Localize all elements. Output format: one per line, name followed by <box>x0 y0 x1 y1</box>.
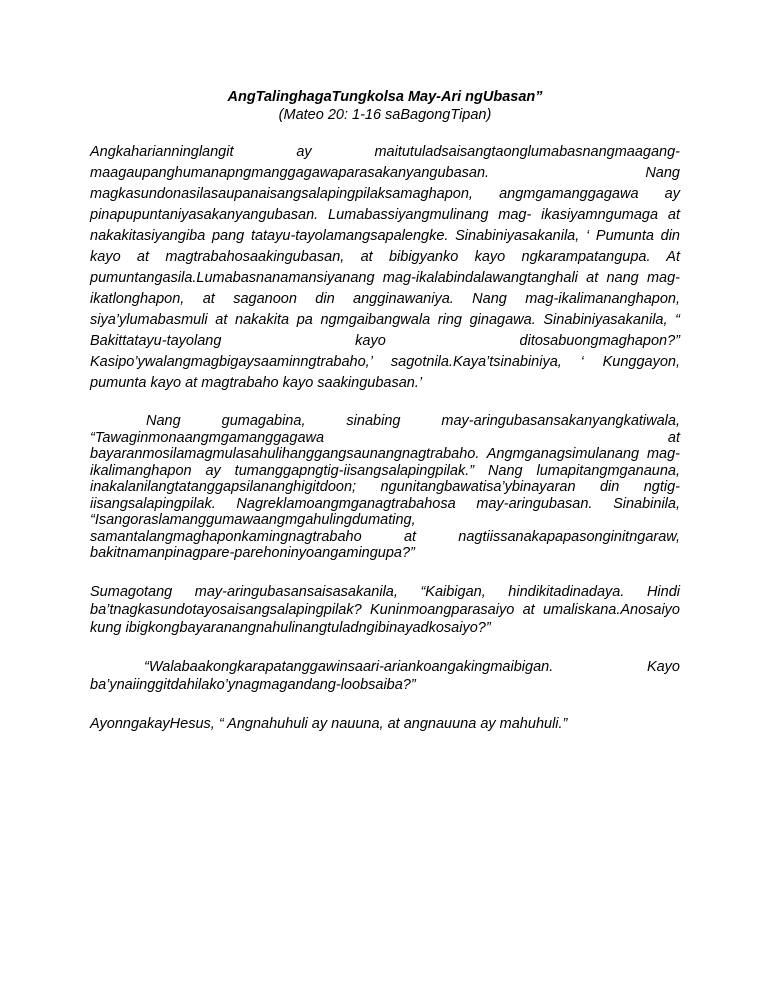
paragraph-conclusion: AyonngakayHesus, “ Angnahuhuli ay nauuna, at angnauuna ay mahuhuli.” <box>90 715 568 732</box>
paragraph-owner-reply: Sumagotang may-aringubasansaisasakanila, “Kaibigan, hindikitadinadaya. Hindi ba’tnagkasundotayosaisangsalapingpilak? Kuninmoangparasaiyo at umaliskana.Anosaiyo kung ibigkongbayaranangnahulinangtuladngibinayadkosaiyo?” <box>90 583 680 636</box>
paragraph-parable-intro: Angkaharianninglangit ay maitutuladsaisangtaonglumabasnangmaagang-maagaupanghumanapngmanggagawaparasakanyangubasan. Nang magkasundonasilasaupanaisangsalapingpilaksamaghapon, angmgamanggagawa ay pinapupuntaniyasakanyangubasan. Lumabassiyangmulinang mag- ikasiyamngumaga at nakakitasiyangiba pang tatayu-tayolamangsapalengke. Sinabiniyasakanila, ‘ Pumunta din kayo at magtrabahosaakingubasan, at bibigyanko kayo ngkarampatangupa. At pumuntangasila.Lumabasnanamansiyanang mag-ikalabindalawangtanghali at nang mag-ikatlonghapon, at saganoon din angginawaniya. Nang mag-ikalimananghapon, siya’ylumabasmuli at nakakita pa ngmgaibangwala ring ginagawa. Sinabiniyasakanila, “ Bakittatayu-tayolang kayo ditosabuongmaghapon?” Kasipo’ywalangmagbigaysaaminngtrabaho,’ sagotnila.Kaya’tsinabiniya, ‘ Kunggayon, pumunta kayo at magtrabaho kayo saakingubasan.’ <box>90 144 680 391</box>
paragraph-owner-rights: “Walabaakongkarapatanggawinsaari-ariankoangakingmaibigan. Kayo ba’ynaiinggitdahilako’ynagmagandang-loobsaiba?” <box>90 658 680 693</box>
paragraph-evening-payment: Nang gumagabina, sinabing may-aringubasansakanyangkatiwala, “Tawaginmonaangmgamanggagawa at bayaranmosilamagmulasahulihanggangsaunangnagtrabaho. Angmganagsimulanang mag-ikalimanghapon ay tumanggapngtig-iisangsalapingpilak.” Nang lumapitangmganauna, inakalanilangtatanggapsilananghigitdoon; ngunitangbawatisa’ybinayaran din ngtig-iisangsalapingpilak. Nagreklamoangmganagtrabahosa may-aringubasan. Sinabinila, “Isangoraslamanggumawaangmgahulingdumating, samantalangmaghaponkamingnagtrabaho at nagtiissanakapapasonginitngaraw, bakitnamanpinagpare-parehoninyoangamingupa?” <box>90 413 680 561</box>
document-title: AngTalinghagaTungkolsa May-Ari ngUbasan” <box>227 89 543 105</box>
document-subtitle: (Mateo 20: 1-16 saBagongTipan) <box>278 107 492 123</box>
document-page <box>90 88 680 733</box>
